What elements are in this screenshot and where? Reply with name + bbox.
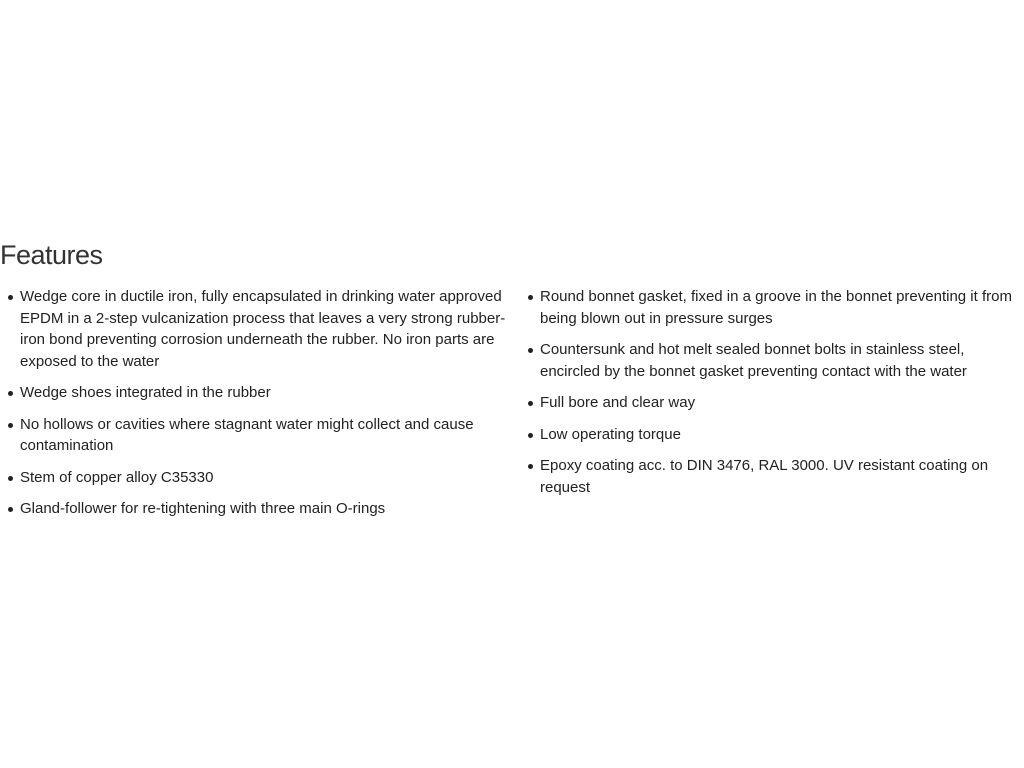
bullet-icon <box>8 423 13 428</box>
feature-text: Epoxy coating acc. to DIN 3476, RAL 3000. UV resistant coating on request <box>540 457 989 496</box>
feature-item <box>520 392 1024 414</box>
bullet-icon <box>528 401 533 406</box>
feature-item <box>520 286 1024 329</box>
bullet-icon <box>528 348 533 353</box>
feature-text: Wedge core in ductile iron, fully encapsulated in drinking water approved EPDM in a 2-step vulcanization process that leaves a very strong rubber-iron bond preventing corrosion underneath the rubber. No iron parts are exposed to the water <box>20 288 506 370</box>
feature-text: Full bore and clear way <box>540 394 696 411</box>
bullet-icon <box>528 295 533 300</box>
feature-text: Round bonnet gasket, fixed in a groove in the bonnet preventing it from being blown out in pressure surges <box>540 288 1012 327</box>
feature-item <box>0 414 510 457</box>
bullet-icon <box>8 476 13 481</box>
bullet-icon <box>8 295 13 300</box>
feature-text: No hollows or cavities where stagnant water might collect and cause contamination <box>20 415 474 454</box>
feature-item <box>520 424 1024 446</box>
feature-item <box>520 339 1024 382</box>
feature-text: Low operating torque <box>540 425 681 443</box>
feature-text: Wedge shoes integrated in the rubber <box>20 384 271 401</box>
bullet-icon <box>8 391 13 396</box>
feature-item <box>0 382 510 404</box>
feature-item <box>520 455 1024 498</box>
feature-text: Countersunk and hot melt sealed bonnet bolts in stainless steel, encircled by the bonnet gasket preventing contact with the water <box>540 341 967 380</box>
bullet-icon <box>528 433 533 438</box>
bullet-icon <box>8 507 13 512</box>
features-list-right <box>520 286 1024 508</box>
feature-item <box>0 467 510 489</box>
features-columns <box>0 286 1024 546</box>
features-list-left <box>0 286 510 530</box>
features-title: Features <box>0 240 103 270</box>
features-section <box>0 238 1024 546</box>
feature-item <box>0 498 510 520</box>
bullet-icon <box>528 464 533 469</box>
feature-text: Gland-follower for re-tightening with three main O-rings <box>20 500 386 517</box>
feature-text: Stem of copper alloy C35330 <box>20 468 214 486</box>
feature-item <box>0 286 510 372</box>
